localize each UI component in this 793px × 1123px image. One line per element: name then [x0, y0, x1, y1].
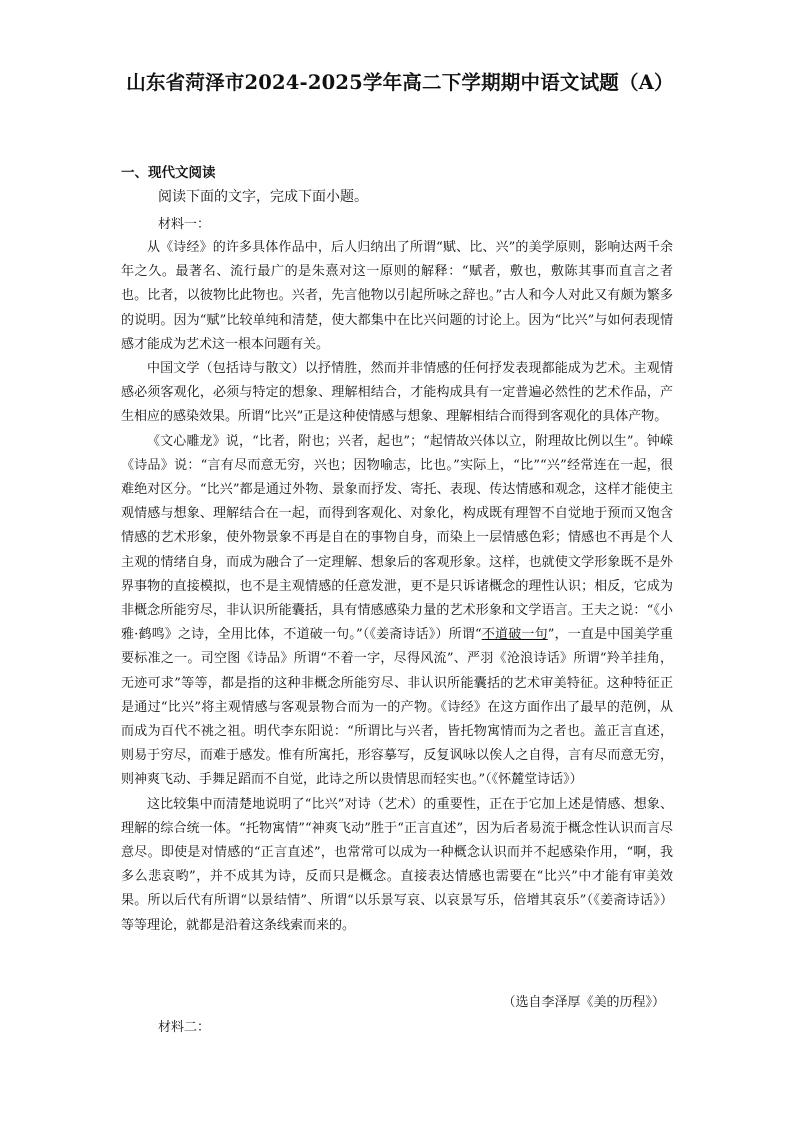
paragraph-3-text-b: ”，一直是中国美学重要标准之一。司空图《诗品》所谓“不着一字，尽得风流”、严羽《沧浪诗话》所谓“羚羊挂角，无迹可求”等等，都是指的这种非概念所能穷尽、非认识所能囊括的艺术审美特征。这种特征正是通过“比兴”将主观情感与客观景物合而为一的产物。《诗经》在这方面作出了最早的范例，从而成为百代不祧之祖。明代李东阳说：“所谓比与兴者，皆托物寓情而为之者也。盖正言直述，则易于穷尽，而难于感发。惟有所寓托，形容摹写，反复讽咏以俟人之自得，言有尽而意无穷，则神爽飞动、手舞足蹈而不自觉，此诗之所以贵情思而轻实也。”（《怀麓堂诗话》）: [121, 627, 673, 788]
paragraph-1: 从《诗经》的许多具体作品中，后人归纳出了所谓“赋、比、兴”的美学原则，影响达两千余年之久。最著名、流行最广的是朱熹对这一原则的解释：“赋者，敷也，敷陈其事而直言之者也。比者，以彼物比此物也。兴者，先言他物以引起所咏之辞也。”古人和今人对此又有颇为繁多的说明。因为“赋”比较单纯和清楚，使大都集中在比兴问题的讨论上。因为“比兴”与如何表现情感才能成为艺术这一根本问题有关。: [121, 240, 673, 352]
source-citation: （选自李泽厚《美的历程》）: [502, 995, 665, 1010]
paragraph-3: [121, 430, 673, 793]
paragraph-4: 这比较集中而清楚地说明了“比兴”对诗（艺术）的重要性，正在于它加上述是情感、想象、理解的综合统一体。“托物寓情”“神爽飞动”胜于“正言直述”，因为后者易流于概念性认识而言尽意尽。即使是对情感的“正言直述”，也常常可以成为一种概念认识而并不起感染作用，“啊，我多么悲哀哟”，并不成其为诗，反而只是概念。直接表达情感也需要在“比兴”中才能有审美效果。所以后代有所谓“以景结情”、所谓“以乐景写哀、以哀景写乐，倍增其哀乐”（《姜斋诗话》）等等理论，就都是沿着这条线索而来的。: [121, 796, 673, 933]
page-title: 山东省菏泽市2024-2025学年高二下学期期中语文试题（A）: [126, 71, 674, 94]
underlined-phrase: 不道破一句: [481, 627, 548, 643]
paragraph-3-text-a: 《文心雕龙》说，“比者，附也；兴者，起也”；“起情故兴体以立，附理故比例以生”。钟嵘《诗品》说：“言有尽而意无穷，兴也；因物喻志，比也。”实际上，“比”“兴”经常连在一起，很难绝对区分。“比兴”都是通过外物、景象而抒发、寄托、表现、传达情感和观念，这样才能使主观情感与想象、理解结合在一起，而得到客观化、对象化，构成既有理智不自觉地于预而又饱含情感的艺术形象，使外物景象不再是自在的事物自身，而染上一层情感色彩；情感也不再是个人主观的情绪自身，而成为融合了一定理解、想象后的客观形象。这样，也就使文学形象既不是外界事物的直接模拟，也不是主观情感的任意发泄，更不是只诉诸概念的理性认识；相反，它成为非概念所能穷尽，非认识所能囊括，具有情感感染力量的艺术形象和文学语言。王夫之说：“《小雅·鹤鸣》之诗，全用比体，不道破一句。”（《姜斋诗话》）所谓“: [121, 433, 673, 643]
reading-instruction: 阅读下面的文字，完成下面小题。: [158, 189, 368, 205]
material-two-label: 材料二：: [158, 1020, 211, 1035]
paragraph-2: 中国文学（包括诗与散文）以抒情胜，然而并非情感的任何抒发表现都能成为艺术。主观情感必须客观化，必须与特定的想象、理解相结合，才能构成具有一定普遍必然性的艺术作品，产生相应的感染效果。所谓“比兴”正是这种使情感与想象、理解相结合而得到客观化的具体产物。: [121, 361, 673, 425]
section-heading: 一、现代文阅读: [121, 165, 216, 181]
material-one-label: 材料一：: [158, 217, 211, 232]
material-one-body: [121, 236, 673, 938]
